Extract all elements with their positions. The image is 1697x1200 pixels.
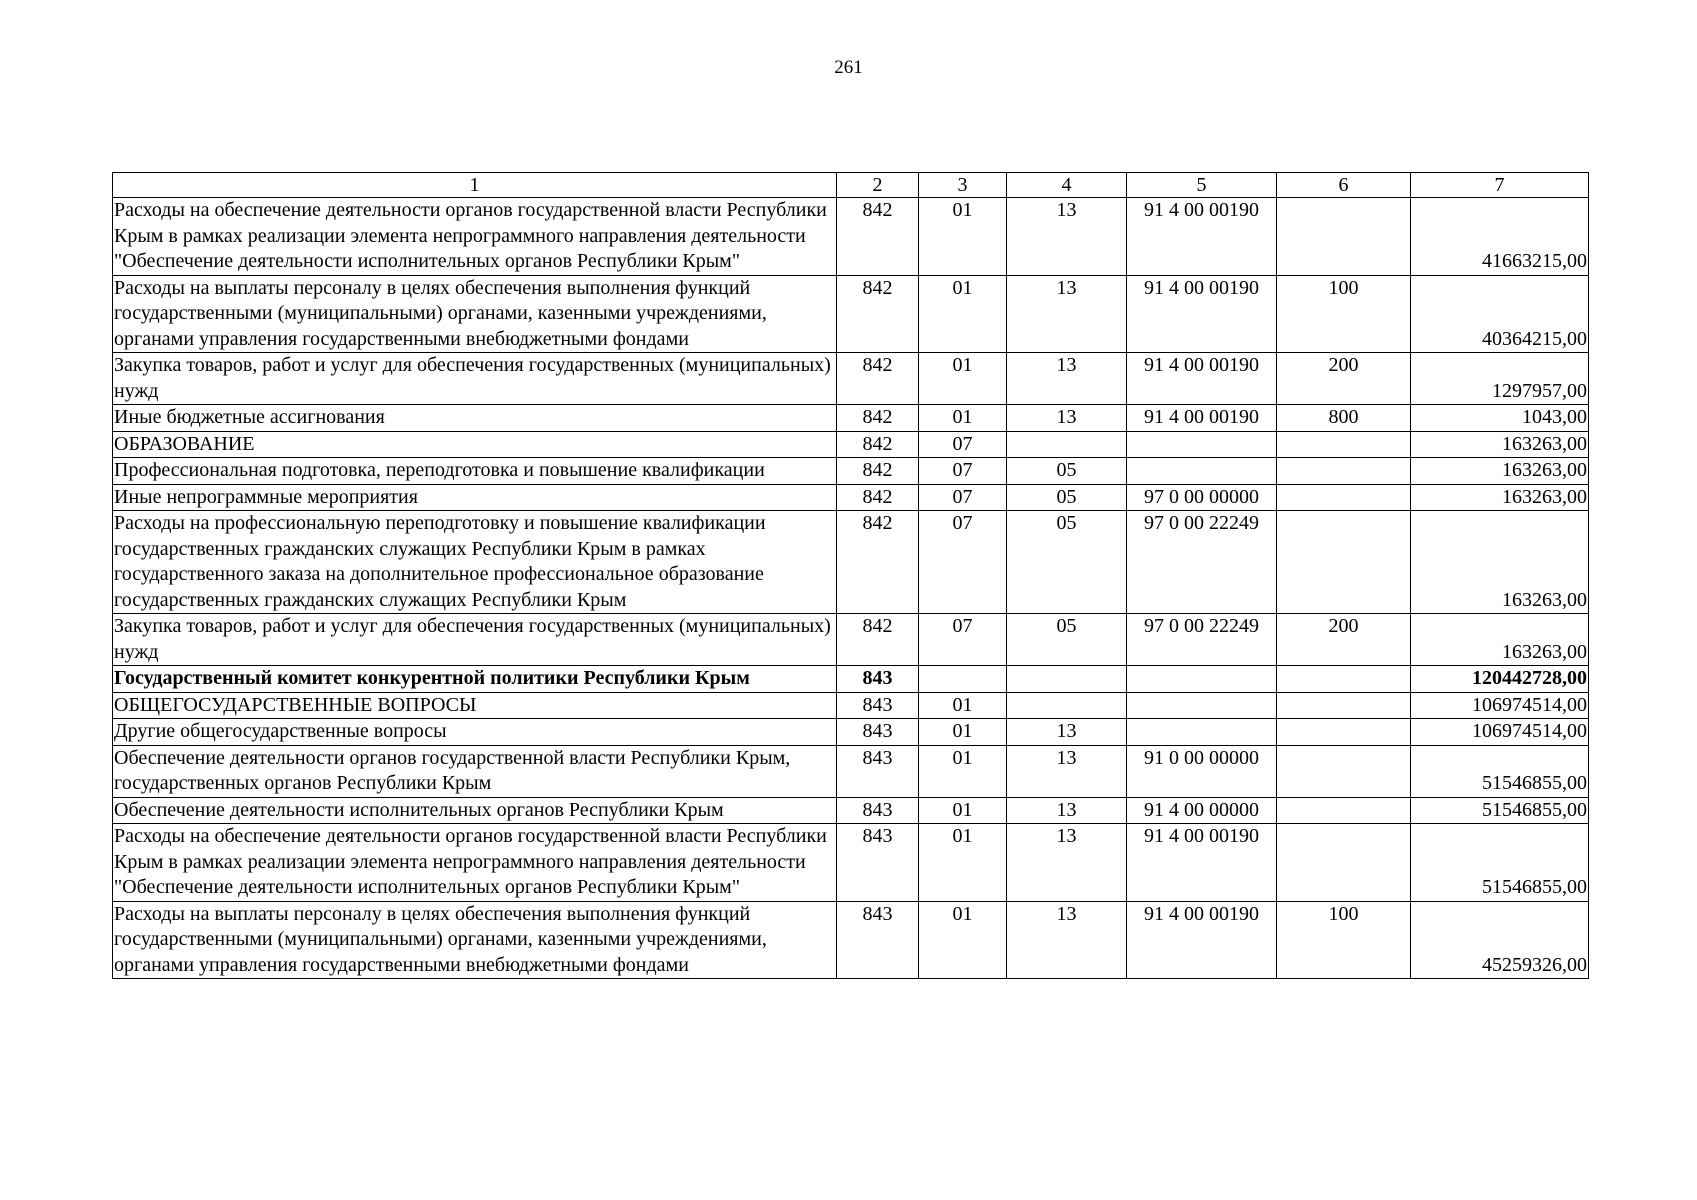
row-amount-cell: 163263,00	[1411, 484, 1589, 511]
row-section-cell: 01	[919, 824, 1007, 902]
row-expense-type-cell	[1277, 511, 1411, 614]
row-target-article-cell: 91 4 00 00190	[1127, 198, 1277, 276]
row-gov-code-cell: 843	[837, 901, 919, 979]
row-amount-cell: 45259326,00	[1411, 901, 1589, 979]
row-subsection-cell: 13	[1007, 824, 1127, 902]
row-section-cell: 01	[919, 275, 1007, 353]
header-cell-5: 5	[1127, 173, 1277, 198]
row-amount-cell: 163263,00	[1411, 431, 1589, 458]
row-gov-code-cell: 843	[837, 719, 919, 746]
row-expense-type-cell	[1277, 666, 1411, 693]
row-name-cell: Расходы на профессиональную переподготовку и повышение квалификации государственных гражданских служащих Республики Крым в рамках государственного заказа на дополнительное профессиональное образование государственных гражданских служащих Республики Крым	[113, 511, 837, 614]
table-row	[113, 901, 1589, 979]
row-name-cell: Государственный комитет конкурентной политики Республики Крым	[113, 666, 837, 693]
row-target-article-cell: 97 0 00 22249	[1127, 614, 1277, 666]
budget-table	[112, 172, 1589, 979]
row-amount-cell: 51546855,00	[1411, 745, 1589, 797]
row-amount-cell: 1043,00	[1411, 405, 1589, 432]
table-row	[113, 719, 1589, 746]
row-target-article-cell: 91 4 00 00190	[1127, 824, 1277, 902]
row-expense-type-cell	[1277, 719, 1411, 746]
row-target-article-cell	[1127, 431, 1277, 458]
table-row	[113, 797, 1589, 824]
row-section-cell: 01	[919, 692, 1007, 719]
row-subsection-cell: 13	[1007, 275, 1127, 353]
row-gov-code-cell: 842	[837, 484, 919, 511]
row-name-cell: Закупка товаров, работ и услуг для обеспечения государственных (муниципальных) нужд	[113, 353, 837, 405]
row-expense-type-cell	[1277, 745, 1411, 797]
row-subsection-cell: 13	[1007, 405, 1127, 432]
row-name-cell: Расходы на обеспечение деятельности органов государственной власти Республики Крым в рамках реализации элемента непрограммного направления деятельности "Обеспечение деятельности исполнительных органов Республики Крым"	[113, 824, 837, 902]
row-section-cell: 01	[919, 405, 1007, 432]
row-subsection-cell	[1007, 431, 1127, 458]
row-gov-code-cell: 842	[837, 405, 919, 432]
table-row	[113, 745, 1589, 797]
row-gov-code-cell: 842	[837, 458, 919, 485]
row-target-article-cell: 91 4 00 00190	[1127, 275, 1277, 353]
table-row	[113, 458, 1589, 485]
table-row	[113, 484, 1589, 511]
row-section-cell: 01	[919, 745, 1007, 797]
row-name-cell: Обеспечение деятельности исполнительных органов Республики Крым	[113, 797, 837, 824]
row-amount-cell: 51546855,00	[1411, 824, 1589, 902]
row-subsection-cell: 13	[1007, 745, 1127, 797]
header-cell-6: 6	[1277, 173, 1411, 198]
row-subsection-cell: 05	[1007, 511, 1127, 614]
row-gov-code-cell: 842	[837, 614, 919, 666]
row-name-cell: ОБРАЗОВАНИЕ	[113, 431, 837, 458]
row-target-article-cell: 91 4 00 00000	[1127, 797, 1277, 824]
row-target-article-cell: 91 4 00 00190	[1127, 405, 1277, 432]
row-subsection-cell: 05	[1007, 458, 1127, 485]
row-amount-cell: 163263,00	[1411, 458, 1589, 485]
row-subsection-cell: 05	[1007, 484, 1127, 511]
row-name-cell: Расходы на выплаты персоналу в целях обеспечения выполнения функций государственными (муниципальными) органами, казенными учреждениями, органами управления государственными внебюджетными фондами	[113, 901, 837, 979]
row-gov-code-cell: 843	[837, 797, 919, 824]
row-amount-cell: 120442728,00	[1411, 666, 1589, 693]
row-subsection-cell: 13	[1007, 198, 1127, 276]
row-amount-cell: 163263,00	[1411, 614, 1589, 666]
row-target-article-cell: 97 0 00 00000	[1127, 484, 1277, 511]
table-body	[113, 173, 1589, 979]
row-section-cell: 01	[919, 353, 1007, 405]
row-section-cell: 01	[919, 198, 1007, 276]
table-row	[113, 824, 1589, 902]
row-gov-code-cell: 843	[837, 692, 919, 719]
row-amount-cell: 1297957,00	[1411, 353, 1589, 405]
row-gov-code-cell: 842	[837, 431, 919, 458]
row-amount-cell: 106974514,00	[1411, 692, 1589, 719]
row-section-cell: 07	[919, 511, 1007, 614]
table-row	[113, 275, 1589, 353]
row-section-cell: 07	[919, 614, 1007, 666]
row-gov-code-cell: 842	[837, 198, 919, 276]
row-name-cell: Закупка товаров, работ и услуг для обеспечения государственных (муниципальных) нужд	[113, 614, 837, 666]
table-row	[113, 353, 1589, 405]
row-target-article-cell	[1127, 666, 1277, 693]
row-expense-type-cell: 200	[1277, 614, 1411, 666]
row-name-cell: Иные бюджетные ассигнования	[113, 405, 837, 432]
row-subsection-cell: 13	[1007, 797, 1127, 824]
row-subsection-cell	[1007, 692, 1127, 719]
row-name-cell: ОБЩЕГОСУДАРСТВЕННЫЕ ВОПРОСЫ	[113, 692, 837, 719]
row-section-cell	[919, 666, 1007, 693]
row-amount-cell: 106974514,00	[1411, 719, 1589, 746]
row-expense-type-cell	[1277, 458, 1411, 485]
row-gov-code-cell: 842	[837, 353, 919, 405]
row-name-cell: Иные непрограммные мероприятия	[113, 484, 837, 511]
row-section-cell: 01	[919, 719, 1007, 746]
row-gov-code-cell: 842	[837, 511, 919, 614]
row-subsection-cell: 13	[1007, 353, 1127, 405]
row-expense-type-cell: 100	[1277, 901, 1411, 979]
header-cell-2: 2	[837, 173, 919, 198]
row-target-article-cell	[1127, 692, 1277, 719]
row-name-cell: Профессиональная подготовка, переподготовка и повышение квалификации	[113, 458, 837, 485]
row-gov-code-cell: 843	[837, 824, 919, 902]
row-section-cell: 01	[919, 901, 1007, 979]
row-name-cell: Расходы на обеспечение деятельности органов государственной власти Республики Крым в рамках реализации элемента непрограммного направления деятельности "Обеспечение деятельности исполнительных органов Республики Крым"	[113, 198, 837, 276]
table-row	[113, 666, 1589, 693]
row-target-article-cell: 97 0 00 22249	[1127, 511, 1277, 614]
row-expense-type-cell	[1277, 431, 1411, 458]
row-amount-cell: 40364215,00	[1411, 275, 1589, 353]
table-row	[113, 614, 1589, 666]
row-section-cell: 07	[919, 484, 1007, 511]
row-expense-type-cell: 200	[1277, 353, 1411, 405]
row-subsection-cell: 13	[1007, 901, 1127, 979]
table-row	[113, 405, 1589, 432]
row-expense-type-cell	[1277, 484, 1411, 511]
table-row	[113, 431, 1589, 458]
header-cell-3: 3	[919, 173, 1007, 198]
row-name-cell: Другие общегосударственные вопросы	[113, 719, 837, 746]
row-expense-type-cell: 800	[1277, 405, 1411, 432]
row-gov-code-cell: 843	[837, 666, 919, 693]
row-name-cell: Расходы на выплаты персоналу в целях обеспечения выполнения функций государственными (муниципальными) органами, казенными учреждениями, органами управления государственными внебюджетными фондами	[113, 275, 837, 353]
row-target-article-cell	[1127, 719, 1277, 746]
row-gov-code-cell: 842	[837, 275, 919, 353]
table-row	[113, 198, 1589, 276]
row-target-article-cell: 91 0 00 00000	[1127, 745, 1277, 797]
header-cell-4: 4	[1007, 173, 1127, 198]
header-cell-1: 1	[113, 173, 837, 198]
row-expense-type-cell	[1277, 198, 1411, 276]
row-target-article-cell: 91 4 00 00190	[1127, 901, 1277, 979]
row-expense-type-cell	[1277, 824, 1411, 902]
table-row	[113, 511, 1589, 614]
row-amount-cell: 41663215,00	[1411, 198, 1589, 276]
row-subsection-cell	[1007, 666, 1127, 693]
row-target-article-cell: 91 4 00 00190	[1127, 353, 1277, 405]
header-cell-7: 7	[1411, 173, 1589, 198]
row-amount-cell: 51546855,00	[1411, 797, 1589, 824]
row-section-cell: 01	[919, 797, 1007, 824]
row-section-cell: 07	[919, 431, 1007, 458]
row-section-cell: 07	[919, 458, 1007, 485]
row-expense-type-cell	[1277, 797, 1411, 824]
row-expense-type-cell	[1277, 692, 1411, 719]
row-gov-code-cell: 843	[837, 745, 919, 797]
row-expense-type-cell: 100	[1277, 275, 1411, 353]
row-amount-cell: 163263,00	[1411, 511, 1589, 614]
row-subsection-cell: 05	[1007, 614, 1127, 666]
table-row	[113, 692, 1589, 719]
row-subsection-cell: 13	[1007, 719, 1127, 746]
table-header-row	[113, 173, 1589, 198]
row-target-article-cell	[1127, 458, 1277, 485]
row-name-cell: Обеспечение деятельности органов государственной власти Республики Крым, государственных органов Республики Крым	[113, 745, 837, 797]
page-number: 261	[834, 57, 863, 78]
